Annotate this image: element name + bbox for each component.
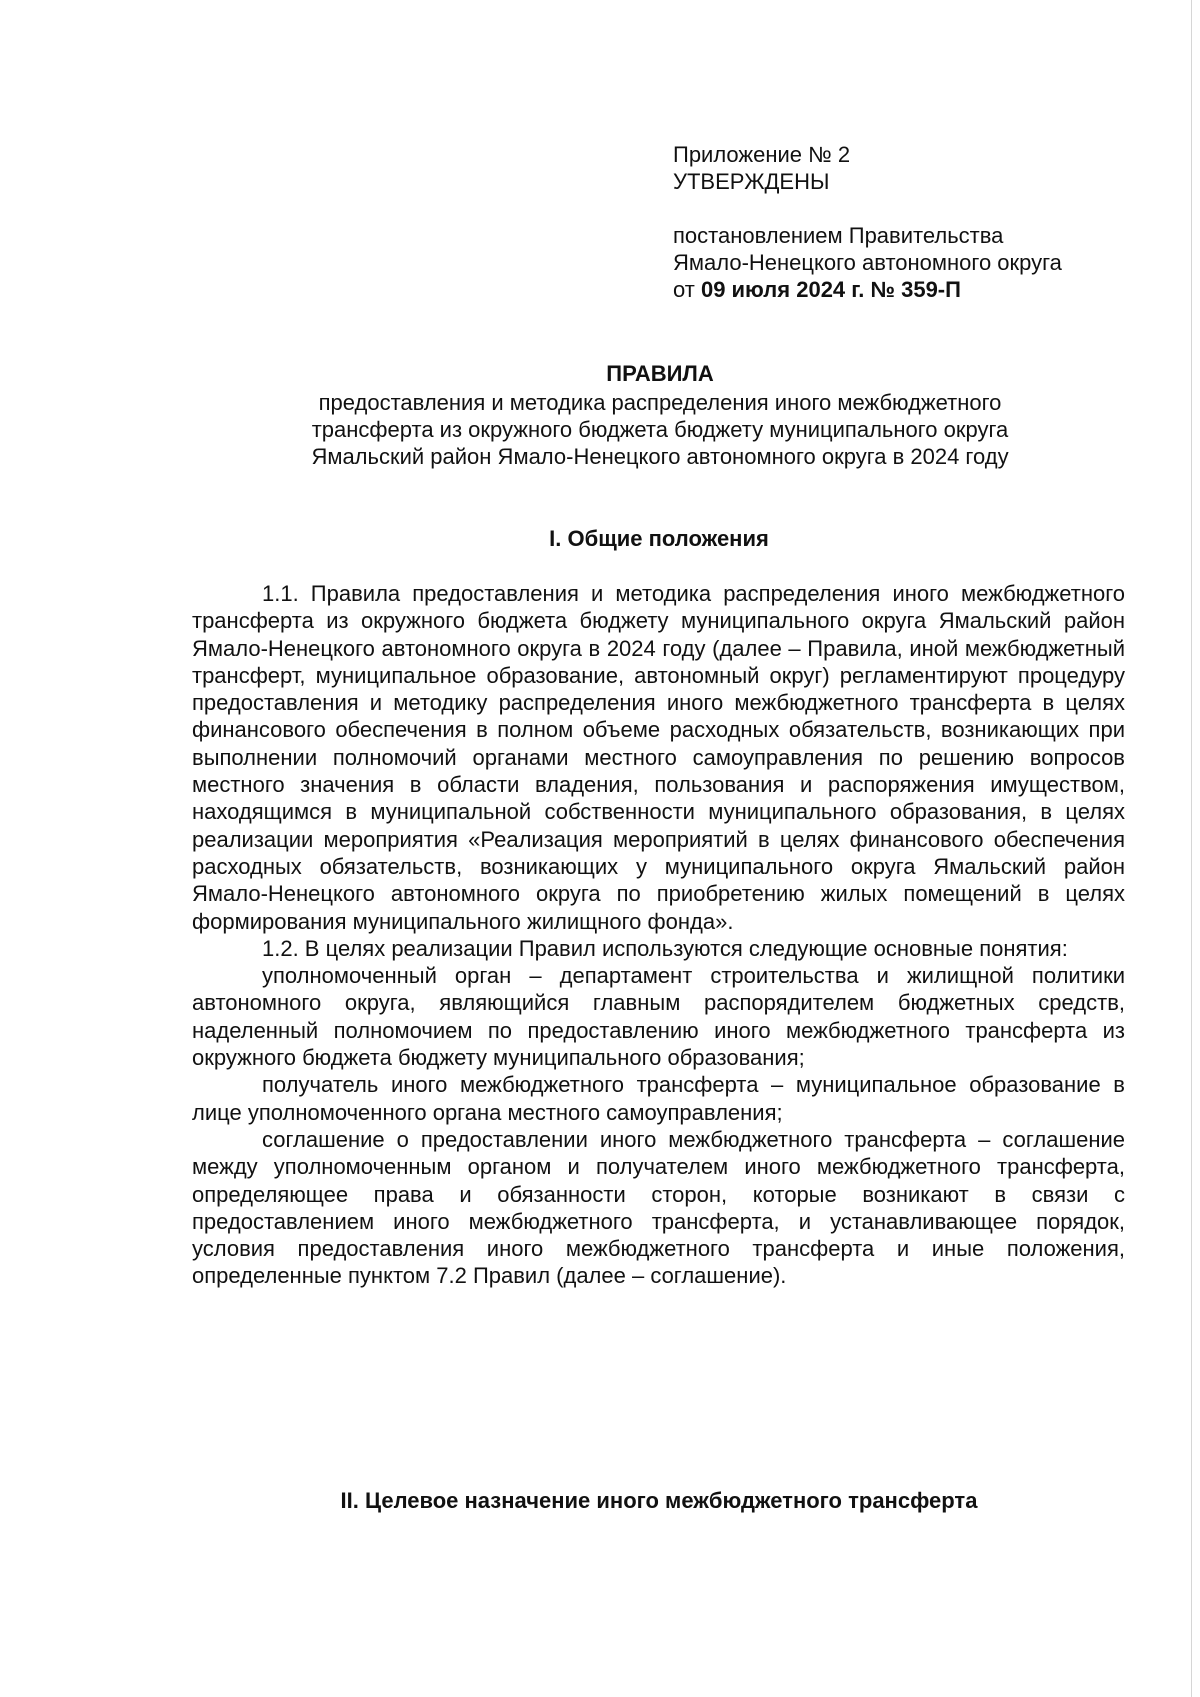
resolution-line: постановлением Правительства bbox=[673, 223, 1004, 248]
approved-label: УТВЕРЖДЕНЫ bbox=[673, 169, 830, 194]
document-title-block bbox=[190, 360, 1130, 470]
resolution-date bbox=[673, 276, 1133, 303]
definition-agreement: соглашение о предоставлении иного межбюджетного трансферта – соглашение между уполномоченным органом и получателем иного межбюджетного трансферта, определяющее права и обязанности сторон, которые возникают в связи с предоставлением иного межбюджетного трансферта, и устанавливающее порядок, условия предоставления иного межбюджетного трансферта и иные положения, определенные пунктом 7.2 Правил (далее – соглашение). bbox=[192, 1126, 1125, 1289]
document-title: ПРАВИЛА bbox=[606, 361, 714, 386]
document-body bbox=[192, 580, 1125, 1290]
page-edge-divider bbox=[1191, 0, 1192, 1697]
appendix-number: Приложение № 2 bbox=[673, 142, 851, 167]
date-and-number: 09 июля 2024 г. № 359-П bbox=[700, 277, 961, 302]
document-subtitle-line-2: трансферта из окружного бюджета бюджету муниципального округа bbox=[311, 417, 1009, 442]
document-subtitle-line-1: предоставления и методика распределения иного межбюджетного bbox=[318, 390, 1002, 415]
date-prefix: от bbox=[673, 277, 701, 302]
government-line: Ямало-Ненецкого автономного округа bbox=[673, 250, 1062, 275]
approval-stamp-block bbox=[673, 141, 1133, 303]
section-2-heading: II. Целевое назначение иного межбюджетного трансферта bbox=[340, 1488, 978, 1513]
paragraph-1-1: 1.1. Правила предоставления и методика распределения иного межбюджетного трансферта из окружного бюджета бюджету муниципального округа Ямальский район Ямало-Ненецкого автономного округа в 2024 году (далее – Правила, иной межбюджетный трансферт, муниципальное образование, автономный округ) регламентируют процедуру предоставления и методику распределения иного межбюджетного трансферта в целях финансового обеспечения в полном объеме расходных обязательств, возникающих при выполнении полномочий органами местного самоуправления по решению вопросов местного значения в области владения, пользования и распоряжения имуществом, находящимся в муниципальной собственности муниципального образования, в целях реализации мероприятия «Реализация мероприятий в целях финансового обеспечения расходных обязательств, возникающих у муниципального округа Ямальский район Ямало-Ненецкого автономного округа по приобретению жилых помещений в целях формирования муниципального жилищного фонда». bbox=[192, 581, 1125, 934]
document-subtitle-line-3: Ямальский район Ямало-Ненецкого автономного округа в 2024 году bbox=[311, 444, 1009, 469]
section-1-heading: I. Общие положения bbox=[549, 526, 769, 551]
definition-authorized-body: уполномоченный орган – департамент строительства и жилищной политики автономного округа, являющийся главным распорядителем бюджетных средств, наделенный полномочием по предоставлению иного межбюджетного трансферта из окружного бюджета бюджету муниципального образования; bbox=[192, 963, 1125, 1071]
definition-recipient: получатель иного межбюджетного трансферта – муниципальное образование в лице уполномоченного органа местного самоуправления; bbox=[192, 1072, 1125, 1125]
paragraph-1-2: 1.2. В целях реализации Правил используются следующие основные понятия: bbox=[262, 935, 1068, 961]
